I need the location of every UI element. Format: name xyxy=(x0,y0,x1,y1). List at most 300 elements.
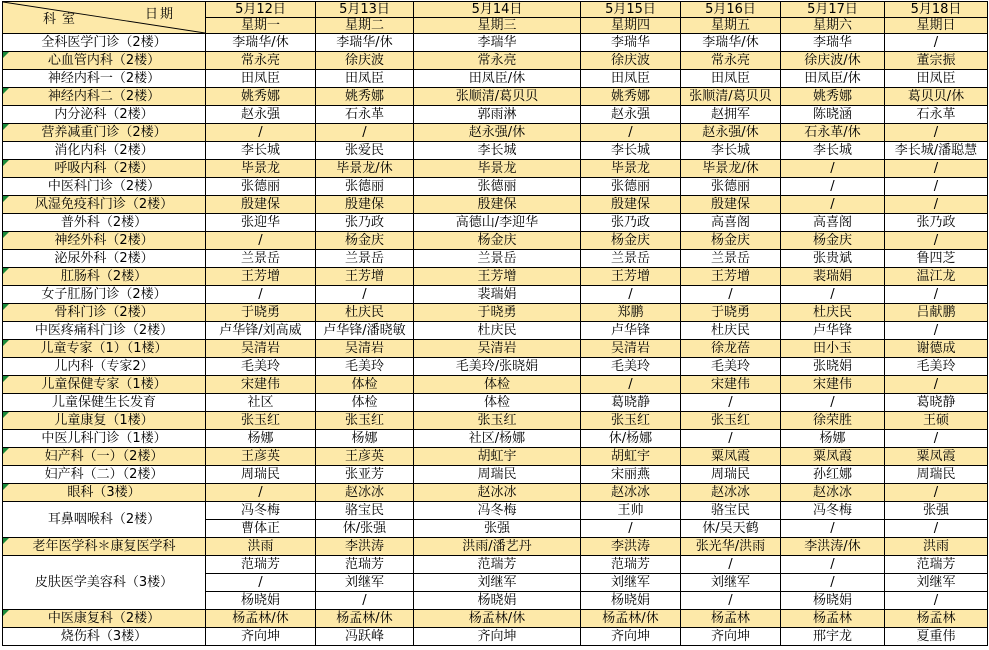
schedule-cell: 王彦英 xyxy=(316,448,414,466)
department-row xyxy=(3,106,988,124)
schedule-cell: 葛晓静 xyxy=(885,394,988,412)
department-row xyxy=(3,70,988,88)
schedule-cell: / xyxy=(885,286,988,304)
schedule-cell: 李瑞华 xyxy=(414,34,581,52)
department-row xyxy=(3,430,988,448)
schedule-cell: 赵冰冰 xyxy=(316,484,414,502)
department-name: 中医康复科（2楼） xyxy=(3,610,206,628)
schedule-cell: 张爱民 xyxy=(316,142,414,160)
schedule-cell: 杨孟林 xyxy=(781,610,885,628)
day-weekday: 星期一 xyxy=(206,18,316,34)
corner-mark-icon xyxy=(3,448,9,454)
schedule-cell: 毛美玲 xyxy=(681,358,781,376)
schedule-cell: 张顺清/葛贝贝 xyxy=(414,88,581,106)
schedule-cell: 李瑞华/休 xyxy=(681,34,781,52)
day-weekday: 星期五 xyxy=(681,18,781,34)
schedule-cell: 董宗振 xyxy=(885,52,988,70)
schedule-cell: 张德丽 xyxy=(206,178,316,196)
schedule-cell: 殷建保 xyxy=(681,196,781,214)
schedule-cell: 王芳增 xyxy=(414,268,581,286)
schedule-cell: 李瑞华/休 xyxy=(316,34,414,52)
department-row xyxy=(3,232,988,250)
schedule-cell: 赵永强/休 xyxy=(414,124,581,142)
department-name: 呼吸内科（2楼） xyxy=(3,160,206,178)
schedule-cell: 杜庆民 xyxy=(781,304,885,322)
schedule-cell: 杨娜 xyxy=(781,430,885,448)
schedule-cell: 粟凤霞 xyxy=(781,448,885,466)
department-row xyxy=(3,214,988,232)
schedule-cell: 石永革 xyxy=(885,106,988,124)
schedule-cell: 胡虹宇 xyxy=(581,448,681,466)
schedule-cell: 李洪涛 xyxy=(581,538,681,556)
schedule-cell: 毛美玲 xyxy=(581,358,681,376)
schedule-cell: 田凤臣 xyxy=(885,70,988,88)
schedule-cell: 徐庆波 xyxy=(316,52,414,70)
department-row xyxy=(3,484,988,502)
schedule-cell: 石永革 xyxy=(316,106,414,124)
department-row xyxy=(3,160,988,178)
department-name: 内分泌科（2楼） xyxy=(3,106,206,124)
schedule-cell: 赵永强 xyxy=(581,106,681,124)
schedule-cell: 周瑞民 xyxy=(681,466,781,484)
schedule-cell: 张强 xyxy=(414,520,581,538)
schedule-cell: 王硕 xyxy=(885,412,988,430)
schedule-cell: / xyxy=(885,178,988,196)
schedule-cell: / xyxy=(316,286,414,304)
corner-mark-icon xyxy=(3,52,9,58)
day-date: 5月14日 xyxy=(414,2,581,18)
schedule-cell: 杨孟林 xyxy=(681,610,781,628)
schedule-cell: 郭雨淋 xyxy=(414,106,581,124)
department-name: 普外科（2楼） xyxy=(3,214,206,232)
schedule-cell: 体检 xyxy=(414,376,581,394)
schedule-cell: 骆宝民 xyxy=(316,502,414,520)
department-name: 心血管内科（2楼） xyxy=(3,52,206,70)
department-row xyxy=(3,502,988,520)
department-row xyxy=(3,358,988,376)
schedule-cell: 休/张强 xyxy=(316,520,414,538)
day-date: 5月17日 xyxy=(781,2,885,18)
schedule-cell: 李洪涛 xyxy=(316,538,414,556)
department-name: 儿童保健专家（1楼） xyxy=(3,376,206,394)
department-name: 烧伤科（3楼） xyxy=(3,628,206,646)
schedule-cell: 张玉红 xyxy=(581,412,681,430)
schedule-cell: 石永革/休 xyxy=(781,124,885,142)
department-name: 全科医学门诊（2楼） xyxy=(3,34,206,52)
schedule-cell: 赵永强/休 xyxy=(681,124,781,142)
schedule-cell: 张乃政 xyxy=(316,214,414,232)
department-name: 儿童专家（1）（1楼） xyxy=(3,340,206,358)
department-name: 老年医学科＊康复医学科 xyxy=(3,538,206,556)
schedule-cell: 张乃政 xyxy=(885,214,988,232)
schedule-cell: 陈晓涵 xyxy=(781,106,885,124)
department-name: 妇产科（一）（2楼） xyxy=(3,448,206,466)
department-row xyxy=(3,34,988,52)
department-name: 女子肛肠门诊（2楼） xyxy=(3,286,206,304)
schedule-cell: 殷建保 xyxy=(316,196,414,214)
schedule-cell: / xyxy=(681,394,781,412)
schedule-cell: 骆宝民 xyxy=(681,502,781,520)
department-row xyxy=(3,538,988,556)
schedule-cell: 王帅 xyxy=(581,502,681,520)
schedule-cell: 杨金庆 xyxy=(581,232,681,250)
schedule-cell: 郑鹏 xyxy=(581,304,681,322)
schedule-cell: 田凤臣 xyxy=(206,70,316,88)
schedule-cell: 夏重伟 xyxy=(885,628,988,646)
department-row xyxy=(3,448,988,466)
schedule-cell: 粟凤霞 xyxy=(681,448,781,466)
schedule-cell: 葛晓静 xyxy=(581,394,681,412)
corner-mark-icon xyxy=(3,304,9,310)
schedule-cell: 冯冬梅 xyxy=(781,502,885,520)
department-name: 消化内科（2楼） xyxy=(3,142,206,160)
schedule-cell: 王芳增 xyxy=(681,268,781,286)
schedule-cell: 齐向坤 xyxy=(206,628,316,646)
schedule-cell: 杨金庆 xyxy=(681,232,781,250)
schedule-cell: / xyxy=(581,124,681,142)
department-name: 儿内科（专家2） xyxy=(3,358,206,376)
department-name: 营养减重门诊（2楼） xyxy=(3,124,206,142)
schedule-cell: 裴瑞娟 xyxy=(781,268,885,286)
schedule-cell: / xyxy=(781,574,885,592)
department-name: 妇产科（二）（2楼） xyxy=(3,466,206,484)
schedule-cell: 李长城 xyxy=(781,142,885,160)
schedule-cell: 赵冰冰 xyxy=(414,484,581,502)
schedule-cell: / xyxy=(681,286,781,304)
schedule-cell: 卢华锋/刘高威 xyxy=(206,322,316,340)
schedule-cell: / xyxy=(206,232,316,250)
day-weekday: 星期四 xyxy=(581,18,681,34)
department-name: 中医儿科门诊（1楼） xyxy=(3,430,206,448)
department-row xyxy=(3,196,988,214)
schedule-cell: 常永亮 xyxy=(681,52,781,70)
department-row xyxy=(3,340,988,358)
department-row xyxy=(3,52,988,70)
day-date: 5月15日 xyxy=(581,2,681,18)
schedule-cell: 体检 xyxy=(316,394,414,412)
schedule-cell: 宋丽燕 xyxy=(581,466,681,484)
schedule-cell: 体检 xyxy=(316,376,414,394)
schedule-cell: 兰景岳 xyxy=(316,250,414,268)
schedule-cell: / xyxy=(206,574,316,592)
schedule-cell: 王芳增 xyxy=(316,268,414,286)
schedule-cell: 毛美玲 xyxy=(316,358,414,376)
schedule-cell: 于晓勇 xyxy=(414,304,581,322)
schedule-cell: 体检 xyxy=(414,394,581,412)
schedule-cell: / xyxy=(885,34,988,52)
schedule-cell: 曹体正 xyxy=(206,520,316,538)
schedule-cell: 范瑞芳 xyxy=(885,556,988,574)
schedule-cell: / xyxy=(781,196,885,214)
department-row xyxy=(3,556,988,574)
schedule-cell: 高喜阁 xyxy=(781,214,885,232)
schedule-cell: 高喜阁 xyxy=(681,214,781,232)
schedule-cell: 吴清岩 xyxy=(316,340,414,358)
corner-mark-icon xyxy=(3,88,9,94)
schedule-cell: 于晓勇 xyxy=(206,304,316,322)
schedule-cell: 张迎华 xyxy=(206,214,316,232)
corner-mark-icon xyxy=(3,268,9,274)
schedule-cell: 赵冰冰 xyxy=(681,484,781,502)
schedule-cell: / xyxy=(781,160,885,178)
schedule-cell: 田凤臣/休 xyxy=(414,70,581,88)
schedule-cell: 姚秀娜 xyxy=(206,88,316,106)
schedule-cell: 刘继军 xyxy=(414,574,581,592)
schedule-cell: 吴清岩 xyxy=(581,340,681,358)
schedule-cell: 兰景岳 xyxy=(581,250,681,268)
schedule-cell: 常永亮 xyxy=(206,52,316,70)
schedule-cell: 毕景龙 xyxy=(581,160,681,178)
schedule-cell: 刘继军 xyxy=(581,574,681,592)
schedule-cell: 杨娜 xyxy=(206,430,316,448)
schedule-cell: / xyxy=(885,232,988,250)
schedule-cell: 卢华锋 xyxy=(581,322,681,340)
schedule-cell: 刘继军 xyxy=(885,574,988,592)
schedule-cell: 刘继军 xyxy=(316,574,414,592)
schedule-cell: / xyxy=(885,484,988,502)
department-row xyxy=(3,610,988,628)
schedule-cell: 鲁四芝 xyxy=(885,250,988,268)
schedule-cell: 李长城 xyxy=(414,142,581,160)
schedule-cell: 赵永强 xyxy=(206,106,316,124)
schedule-cell: 胡虹宇 xyxy=(414,448,581,466)
schedule-cell: 张顺清/葛贝贝 xyxy=(681,88,781,106)
schedule-cell: 张德丽 xyxy=(316,178,414,196)
department-row xyxy=(3,142,988,160)
schedule-cell: 休/吴天鹤 xyxy=(681,520,781,538)
schedule-cell: 杜庆民 xyxy=(414,322,581,340)
schedule-cell: 卢华锋 xyxy=(781,322,885,340)
schedule-cell: / xyxy=(581,520,681,538)
schedule-cell: 徐荣胜 xyxy=(781,412,885,430)
schedule-cell: 李洪涛/休 xyxy=(781,538,885,556)
schedule-cell: 姚秀娜 xyxy=(316,88,414,106)
schedule-cell: 刘继军 xyxy=(681,574,781,592)
department-name: 神经外科（2楼） xyxy=(3,232,206,250)
schedule-cell: 于晓勇 xyxy=(681,304,781,322)
schedule-cell: 赵冰冰 xyxy=(581,484,681,502)
department-row xyxy=(3,286,988,304)
schedule-cell: 宋建伟 xyxy=(206,376,316,394)
header-row-dates xyxy=(3,2,988,18)
department-name: 眼科（3楼） xyxy=(3,484,206,502)
schedule-cell: / xyxy=(681,556,781,574)
schedule-cell: 周瑞民 xyxy=(885,466,988,484)
schedule-cell: / xyxy=(781,394,885,412)
corner-mark-icon xyxy=(3,376,9,382)
schedule-cell: 毛美玲 xyxy=(885,358,988,376)
schedule-cell: 范瑞芳 xyxy=(414,556,581,574)
schedule-cell: 杜庆民 xyxy=(681,322,781,340)
schedule-cell: 张强 xyxy=(885,502,988,520)
department-name: 泌尿外科（2楼） xyxy=(3,250,206,268)
schedule-cell: 姚秀娜 xyxy=(581,88,681,106)
schedule-cell: 洪雨 xyxy=(885,538,988,556)
schedule-cell: 杨金庆 xyxy=(316,232,414,250)
schedule-cell: / xyxy=(681,592,781,610)
schedule-cell: 毛美玲 xyxy=(206,358,316,376)
schedule-cell: 齐向坤 xyxy=(414,628,581,646)
department-name: 神经内科一（2楼） xyxy=(3,70,206,88)
schedule-cell: 徐龙蓓 xyxy=(681,340,781,358)
schedule-cell: 赵冰冰 xyxy=(781,484,885,502)
corner-date-label: 日期 xyxy=(145,7,176,22)
schedule-cell: / xyxy=(581,286,681,304)
day-date: 5月12日 xyxy=(206,2,316,18)
schedule-cell: 张光华/洪雨 xyxy=(681,538,781,556)
department-name: 皮肤医学美容科（3楼） xyxy=(3,556,206,610)
schedule-cell: 毕景龙/休 xyxy=(681,160,781,178)
schedule-cell: 杨晓娟 xyxy=(781,592,885,610)
schedule-cell: 周瑞民 xyxy=(206,466,316,484)
day-date: 5月16日 xyxy=(681,2,781,18)
schedule-cell: 洪雨 xyxy=(206,538,316,556)
department-name: 风湿免疫科门诊（2楼） xyxy=(3,196,206,214)
schedule-cell: 张亚芳 xyxy=(316,466,414,484)
schedule-cell: / xyxy=(206,484,316,502)
schedule-cell: 毕景龙 xyxy=(414,160,581,178)
department-row xyxy=(3,322,988,340)
schedule-cell: 杨孟林/休 xyxy=(414,610,581,628)
day-date: 5月13日 xyxy=(316,2,414,18)
schedule-cell: 李长城 xyxy=(681,142,781,160)
department-row xyxy=(3,412,988,430)
schedule-cell: 姚秀娜 xyxy=(781,88,885,106)
schedule-cell: 王芳增 xyxy=(581,268,681,286)
department-name: 儿童康复（1楼） xyxy=(3,412,206,430)
department-row xyxy=(3,376,988,394)
department-name: 神经内科二（2楼） xyxy=(3,88,206,106)
corner-mark-icon xyxy=(3,610,9,616)
schedule-cell: 杨孟林 xyxy=(885,610,988,628)
schedule-cell: 吕献鹏 xyxy=(885,304,988,322)
schedule-cell: 田小玉 xyxy=(781,340,885,358)
schedule-cell: / xyxy=(885,592,988,610)
schedule-cell: 宋建伟 xyxy=(781,376,885,394)
schedule-cell: 李长城 xyxy=(206,142,316,160)
schedule-cell: 徐庆波 xyxy=(581,52,681,70)
schedule-cell: / xyxy=(781,286,885,304)
schedule-cell: 杨晓娟 xyxy=(206,592,316,610)
department-row xyxy=(3,88,988,106)
day-weekday: 星期二 xyxy=(316,18,414,34)
schedule-cell: 范瑞芳 xyxy=(206,556,316,574)
department-name: 骨科门诊（2楼） xyxy=(3,304,206,322)
schedule-cell: 裴瑞娟 xyxy=(414,286,581,304)
schedule-cell: / xyxy=(781,178,885,196)
schedule-cell: / xyxy=(885,430,988,448)
department-row xyxy=(3,304,988,322)
schedule-cell: 毛美玲/张晓娟 xyxy=(414,358,581,376)
schedule-cell: / xyxy=(206,124,316,142)
schedule-cell: 谢德成 xyxy=(885,340,988,358)
schedule-cell: 卢华锋/潘晓敏 xyxy=(316,322,414,340)
schedule-cell: 李瑞华 xyxy=(781,34,885,52)
schedule-cell: 张玉红 xyxy=(316,412,414,430)
schedule-cell: 杨金庆 xyxy=(781,232,885,250)
department-row xyxy=(3,628,988,646)
schedule-cell: / xyxy=(316,592,414,610)
schedule-cell: 赵拥军 xyxy=(681,106,781,124)
corner-mark-icon xyxy=(3,124,9,130)
schedule-cell: / xyxy=(885,322,988,340)
schedule-cell: / xyxy=(885,376,988,394)
day-weekday: 星期六 xyxy=(781,18,885,34)
schedule-cell: 李长城 xyxy=(581,142,681,160)
schedule-cell: 社区 xyxy=(206,394,316,412)
corner-mark-icon xyxy=(3,160,9,166)
department-name: 耳鼻咽喉科（2楼） xyxy=(3,502,206,538)
department-name: 儿童保健生长发育 xyxy=(3,394,206,412)
schedule-cell: 王彦英 xyxy=(206,448,316,466)
schedule-cell: / xyxy=(781,556,885,574)
schedule-cell: 田凤臣 xyxy=(316,70,414,88)
schedule-cell: 周瑞民 xyxy=(414,466,581,484)
corner-cell xyxy=(3,2,206,34)
schedule-cell: 邢宇龙 xyxy=(781,628,885,646)
department-name: 中医疼痛科门诊（2楼） xyxy=(3,322,206,340)
schedule-cell: 殷建保 xyxy=(581,196,681,214)
schedule-cell: 粟凤霞 xyxy=(885,448,988,466)
schedule-cell: 吴清岩 xyxy=(206,340,316,358)
schedule-cell: 杨孟林/休 xyxy=(206,610,316,628)
schedule-cell: / xyxy=(581,376,681,394)
schedule-cell: 张乃政 xyxy=(581,214,681,232)
department-row xyxy=(3,250,988,268)
schedule-cell: 常永亮 xyxy=(414,52,581,70)
department-row xyxy=(3,466,988,484)
department-row xyxy=(3,394,988,412)
schedule-cell: 范瑞芳 xyxy=(316,556,414,574)
schedule-cell: / xyxy=(885,160,988,178)
department-name: 肛肠科（2楼） xyxy=(3,268,206,286)
schedule-cell: 兰景岳 xyxy=(681,250,781,268)
corner-mark-icon xyxy=(3,412,9,418)
corner-mark-icon xyxy=(3,196,9,202)
corner-mark-icon xyxy=(3,538,9,544)
schedule-cell: 王芳增 xyxy=(206,268,316,286)
schedule-cell: 张玉红 xyxy=(681,412,781,430)
department-name: 中医科门诊（2楼） xyxy=(3,178,206,196)
schedule-cell: 温江龙 xyxy=(885,268,988,286)
schedule-cell: / xyxy=(781,520,885,538)
schedule-cell: 徐庆波/休 xyxy=(781,52,885,70)
schedule-cell: 李瑞华/休 xyxy=(206,34,316,52)
schedule-cell: 张晓娟 xyxy=(781,358,885,376)
schedule-cell: 洪雨/潘艺丹 xyxy=(414,538,581,556)
schedule-cell: 杜庆民 xyxy=(316,304,414,322)
schedule-cell: 杨娜 xyxy=(316,430,414,448)
schedule-cell: / xyxy=(681,430,781,448)
corner-mark-icon xyxy=(3,232,9,238)
schedule-cell: 张德丽 xyxy=(581,178,681,196)
schedule-cell: / xyxy=(206,286,316,304)
schedule-cell: 张玉红 xyxy=(414,412,581,430)
schedule-cell: 冯跃峰 xyxy=(316,628,414,646)
schedule-cell: 李长城/潘聪慧 xyxy=(885,142,988,160)
schedule-cell: 张德丽 xyxy=(414,178,581,196)
schedule-cell: / xyxy=(885,124,988,142)
schedule-cell: 范瑞芳 xyxy=(581,556,681,574)
day-date: 5月18日 xyxy=(885,2,988,18)
department-row xyxy=(3,178,988,196)
department-row xyxy=(3,268,988,286)
schedule-cell: 田凤臣/休 xyxy=(781,70,885,88)
corner-mark-icon xyxy=(3,340,9,346)
schedule-cell: 齐向坤 xyxy=(681,628,781,646)
duty-schedule-table xyxy=(2,1,988,646)
schedule-cell: 殷建保 xyxy=(206,196,316,214)
